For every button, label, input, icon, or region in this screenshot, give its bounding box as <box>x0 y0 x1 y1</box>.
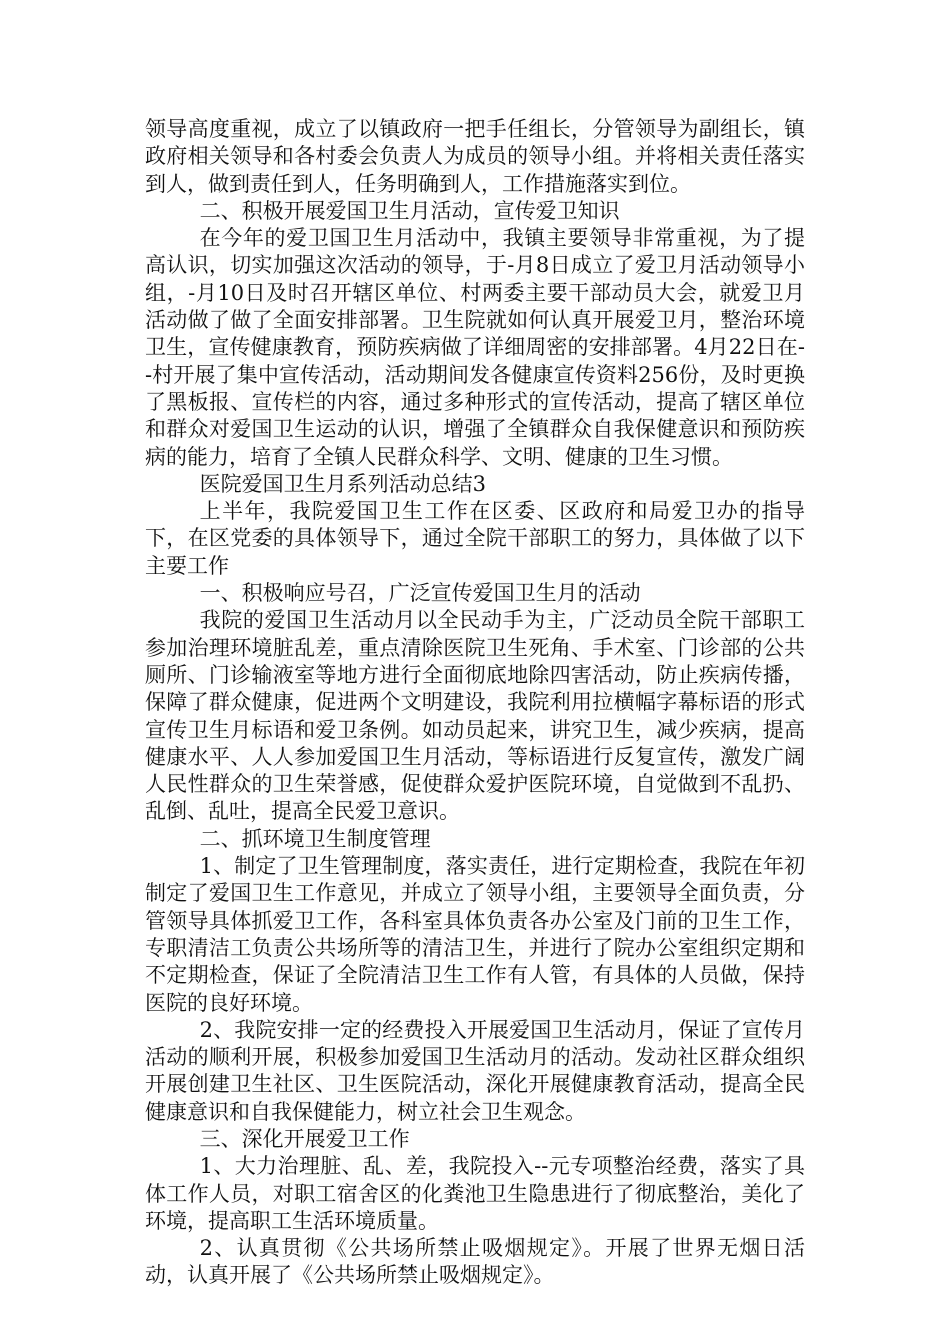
document-title: 医院爱国卫生月系列活动总结3 <box>199 471 486 496</box>
paragraph-body: 2、认真贯彻《公共场所禁止吸烟规定》。开展了世界无烟日活动，认真开展了《公共场所禁止吸烟规定》。 <box>145 1236 805 1288</box>
section-heading: 三、深化开展爱卫工作 <box>199 1126 410 1151</box>
section-heading: 二、积极开展爱国卫生月活动，宣传爱卫知识 <box>199 198 620 223</box>
paragraph-body: 1、制定了卫生管理制度，落实责任，进行定期检查，我院在年初制定了爱国卫生工作意见，并成立了领导小组，主要领导全面负责，分管领导具体抓爱卫工作，各科室具体负责各办公室及门前的卫生工作，专职清洁工负责公共场所等的清洁卫生，并进行了院办公室组织定期和不定期检查，保证了全院清洁卫生工作有人管，有具体的人员做，保持医院的良好环境。 <box>145 854 805 1015</box>
paragraph-body: 在今年的爱卫国卫生月活动中，我镇主要领导非常重视，为了提高认识，切实加强这次活动的领导，于-月8日成立了爱卫月活动领导小组，-月10日及时召开辖区单位、村两委主要干部动员大会，就爱卫月活动做了做了全面安排部署。卫生院就如何认真开展爱卫月，整治环境卫生，宣传健康教育，预防疾病做了详细周密的安排部署。4月22日在--村开展了集中宣传活动，活动期间发各健康宣传资料256份，及时更换了黑板报、宣传栏的内容，通过多种形式的宣传活动，提高了辖区单位和群众对爱国卫生运动的认识，增强了全镇群众自我保健意识和预防疾病的能力，培育了全镇人民群众科学、文明、健康的卫生习惯。 <box>145 226 805 469</box>
document-page <box>145 116 805 1290</box>
paragraph-body: 2、我院安排一定的经费投入开展爱国卫生活动月，保证了宣传月活动的顺利开展，积极参加爱国卫生活动月的活动。发动社区群众组织开展创建卫生社区、卫生医院活动，深化开展健康教育活动，提高全民健康意识和自我保健能力，树立社会卫生观念。 <box>145 1017 805 1124</box>
paragraph-body: 1、大力治理脏、乱、差，我院投入--元专项整治经费，落实了具体工作人员，对职工宿舍区的化粪池卫生隐患进行了彻底整治，美化了环境，提高职工生活环境质量。 <box>145 1154 805 1233</box>
section-heading: 二、抓环境卫生制度管理 <box>199 826 431 851</box>
paragraph-body: 我院的爱国卫生活动月以全民动手为主，广泛动员全院干部职工参加治理环境脏乱差，重点清除医院卫生死角、手术室、门诊部的公共厕所、门诊输液室等地方进行全面彻底地除四害活动，防止疾病传播，保障了群众健康，促进两个文明建设，我院利用拉横幅字幕标语的形式宣传卫生月标语和爱卫条例。如动员起来，讲究卫生，减少疾病，提高健康水平、人人参加爱国卫生月活动，等标语进行反复宣传，激发广阔人民性群众的卫生荣誉感，促使群众爱护医院环境，自觉做到不乱扔、乱倒、乱吐，提高全民爱卫意识。 <box>145 608 805 824</box>
paragraph-body: 上半年，我院爱国卫生工作在区委、区政府和局爱卫办的指导下，在区党委的具体领导下，通过全院干部职工的努力，具体做了以下主要工作 <box>145 499 805 578</box>
paragraph-body: 领导高度重视，成立了以镇政府一把手任组长，分管领导为副组长，镇政府相关领导和各村委会负责人为成员的领导小组。并将相关责任落实到人，做到责任到人，任务明确到人，工作措施落实到位。 <box>145 117 805 196</box>
section-heading: 一、积极响应号召，广泛宣传爱国卫生月的活动 <box>199 581 641 606</box>
